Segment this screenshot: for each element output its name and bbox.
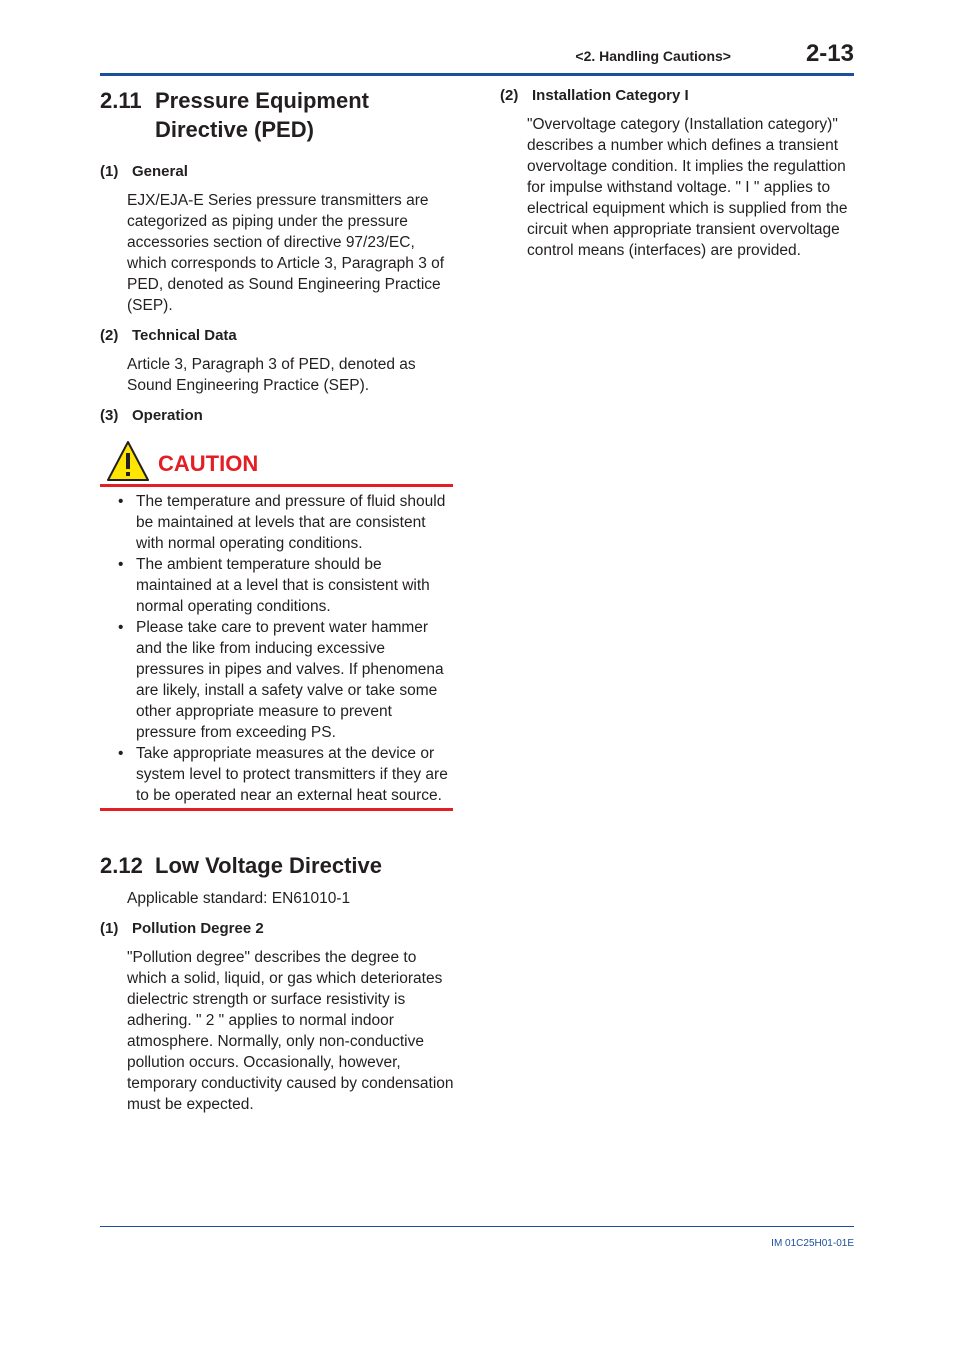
subheading-pollution-degree (100, 919, 455, 939)
technical-data-text: Article 3, Paragraph 3 of PED, denoted as Sound Engineering Practice (SEP). (127, 356, 416, 394)
section-2-11-heading (100, 86, 455, 144)
caution-title: CAUTION (158, 451, 259, 476)
subheading-technical-data (100, 326, 455, 346)
subheading-title: Operation (132, 407, 203, 424)
subheading-number: (2) (100, 327, 119, 344)
section-number: 2.11 (100, 88, 142, 113)
right-column (500, 86, 854, 261)
page-number: 2-13 (805, 40, 854, 67)
subheading-number: (3) (100, 407, 119, 424)
caution-header (106, 438, 455, 484)
section-2-12-heading (100, 851, 455, 880)
caution-top-rule (100, 484, 453, 487)
caution-bottom-rule (100, 808, 453, 811)
subheading-operation (100, 406, 455, 426)
section-title: Pressure Equipment Directive (PED) (155, 88, 369, 142)
subheading-number: (2) (500, 87, 519, 104)
subheading-title: General (132, 163, 188, 180)
subheading-title: Installation Category I (532, 87, 689, 104)
chapter-title: <2. Handling Cautions> (575, 48, 731, 64)
left-column (100, 86, 455, 1115)
installation-category-text: "Overvoltage category (Installation category)" describes a number which defines a transient overvoltage condition. It implies the regulattion for impulse withstand voltage. " I " applies to electrical equipment which is supplied from the circuit when appropriate transient overvoltage control means (interfaces) are provided. (527, 116, 848, 259)
general-text: EJX/EJA-E Series pressure transmitters are categorized as piping under the pressure accessories section of directive 97/23/EC, which corresponds to Article 3, Paragraph 3 of PED, denoted as Sound Engineering Practice (SEP). (127, 192, 445, 314)
caution-item: • Take appropriate measures at the device or system level to protect transmitters if they are to be operated near an external heat source. (100, 743, 455, 806)
section-title: Low Voltage Directive (155, 853, 382, 878)
footer-divider (100, 1226, 854, 1227)
subheading-general (100, 162, 455, 182)
document-code: IM 01C25H01-01E (771, 1238, 854, 1249)
applicable-standard: Applicable standard: EN61010-1 (127, 890, 351, 907)
subheading-installation-category (500, 86, 854, 106)
caution-item: • Please take care to prevent water hammer and the like from inducing excessive pressures in pipes and valves. If phenomena are likely, install a safety valve or take some other appropriate measure to prevent pressure from exceeding PS. (100, 617, 455, 743)
header-divider (100, 73, 854, 76)
warning-triangle-icon (106, 440, 150, 482)
subheading-number: (1) (100, 163, 119, 180)
section-number: 2.12 (100, 853, 143, 878)
subheading-title: Technical Data (132, 327, 237, 344)
caution-item: • The temperature and pressure of fluid should be maintained at levels that are consistent with normal operating conditions. (100, 491, 455, 554)
caution-box (100, 438, 455, 811)
caution-item: • The ambient temperature should be maintained at a level that is consistent with normal operating conditions. (100, 554, 455, 617)
pollution-degree-text: "Pollution degree" describes the degree to which a solid, liquid, or gas which deteriorates dielectric strength or surface resistivity is adhering. " 2 " applies to normal indoor atmosphere. Normally, only non-conductive pollution occurs. Occasionally, however, temporary conductivity caused by condensation must be expected. (127, 949, 454, 1113)
caution-list (100, 491, 455, 806)
subheading-title: Pollution Degree 2 (132, 920, 264, 937)
subheading-number: (1) (100, 920, 119, 937)
